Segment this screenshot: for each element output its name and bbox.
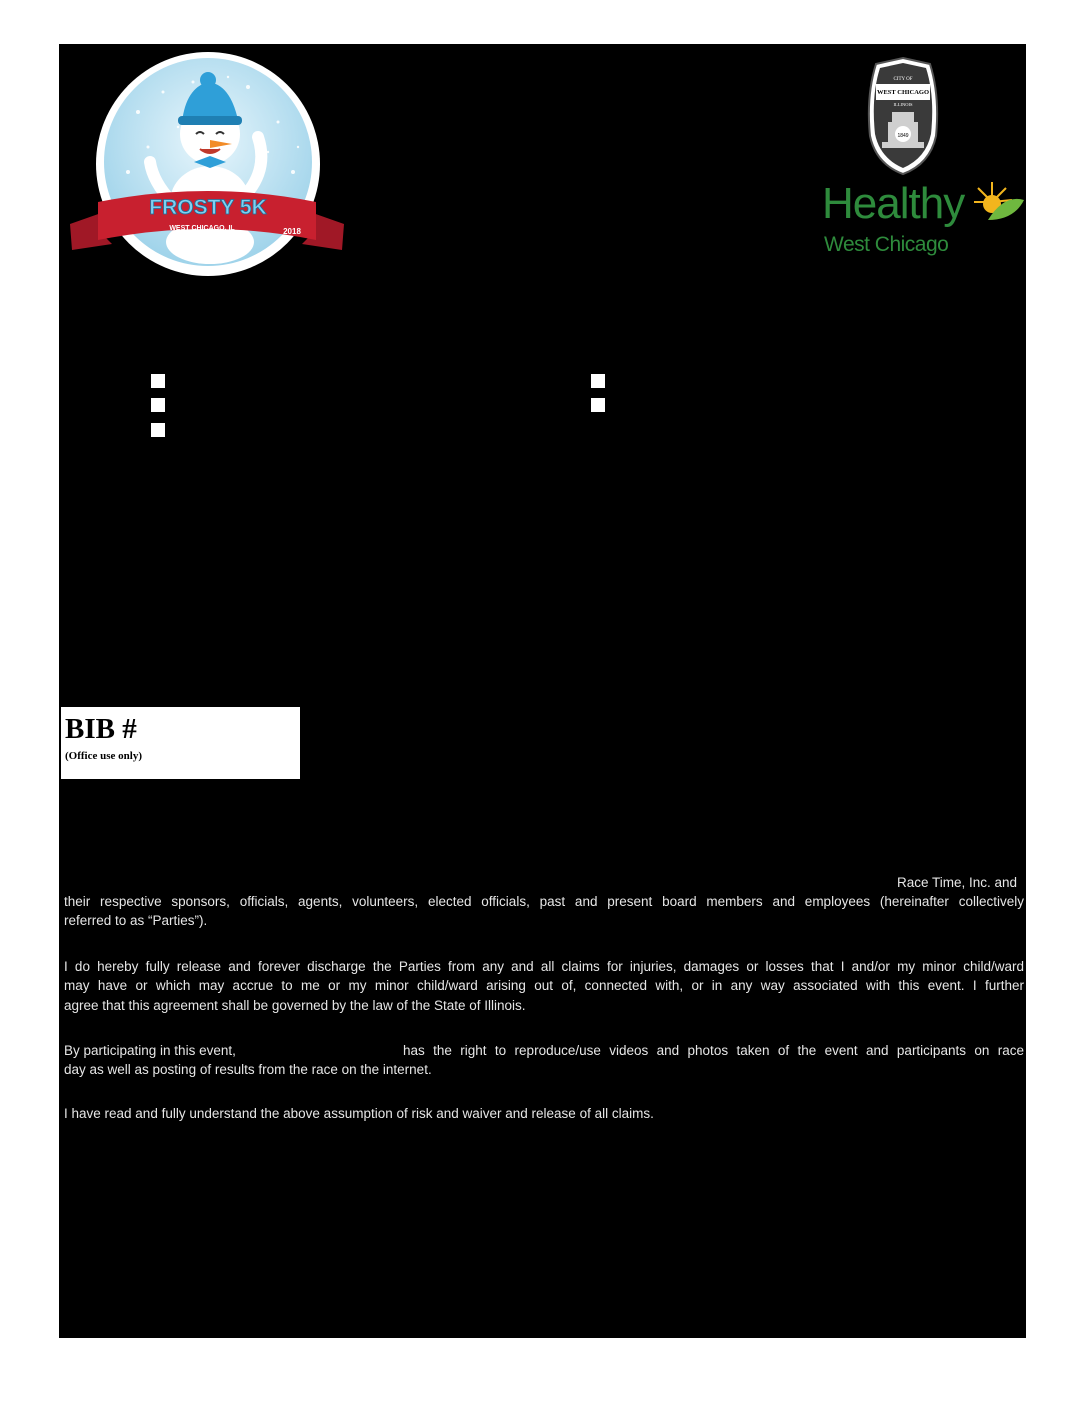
- sun-leaf-icon: [970, 180, 1026, 230]
- seal-year: 1849: [897, 133, 909, 139]
- frosty-year: 2018: [283, 227, 301, 236]
- waiver-p3-rest: has the right to reproduce/use videos and photos taken of the event and participants on race: [403, 1043, 1024, 1058]
- frosty-title: FROSTY 5K: [149, 196, 267, 219]
- waiver-p1-line2: their respective sponsors, officials, agents, volunteers, elected officials, past and present board members and employees (hereinafter collectively: [64, 894, 1024, 909]
- checkbox-left-3[interactable]: [151, 423, 165, 437]
- waiver-p2-line3: agree that this agreement shall be governed by the law of the State of Illinois.: [64, 998, 526, 1013]
- waiver-p3-line2: day as well as posting of results from the race on the internet.: [64, 1062, 432, 1077]
- checkbox-right-1[interactable]: [591, 374, 605, 388]
- waiver-p2-line2: may have or which may accrue to me or my minor child/ward arising out of, connected with, or in any way associated with this event. I further: [64, 978, 1024, 993]
- seal-state: ILLINOIS: [893, 102, 913, 107]
- frosty-location: WEST CHICAGO, IL: [169, 225, 235, 232]
- city-seal-logo: [864, 56, 942, 176]
- seal-top-text: CITY OF: [893, 77, 913, 82]
- waiver-p3-start: By participating in this event,: [64, 1043, 236, 1058]
- bib-subtitle: (Office use only): [65, 750, 142, 762]
- waiver-p1-line3: referred to as “Parties”).: [64, 913, 208, 928]
- seal-name: WEST CHICAGO: [876, 89, 930, 96]
- healthy-west-chicago-logo: [820, 180, 1026, 270]
- healthy-word: Healthy: [822, 179, 965, 228]
- bib-title: BIB #: [65, 713, 137, 745]
- waiver-p4: I have read and fully understand the above assumption of risk and waiver and release of all claims.: [64, 1106, 654, 1121]
- west-chicago-word: West Chicago: [824, 233, 949, 256]
- checkbox-left-2[interactable]: [151, 398, 165, 412]
- checkbox-right-2[interactable]: [591, 398, 605, 412]
- waiver-p2-line1: I do hereby fully release and forever discharge the Parties from any and all claims for injuries, damages or losses that I and/or my minor child/ward: [64, 959, 1024, 974]
- bib-number-box[interactable]: [61, 707, 300, 779]
- frosty-5k-logo: [68, 52, 346, 280]
- waiver-p1-tail: Race Time, Inc. and: [897, 875, 1018, 890]
- checkbox-left-1[interactable]: [151, 374, 165, 388]
